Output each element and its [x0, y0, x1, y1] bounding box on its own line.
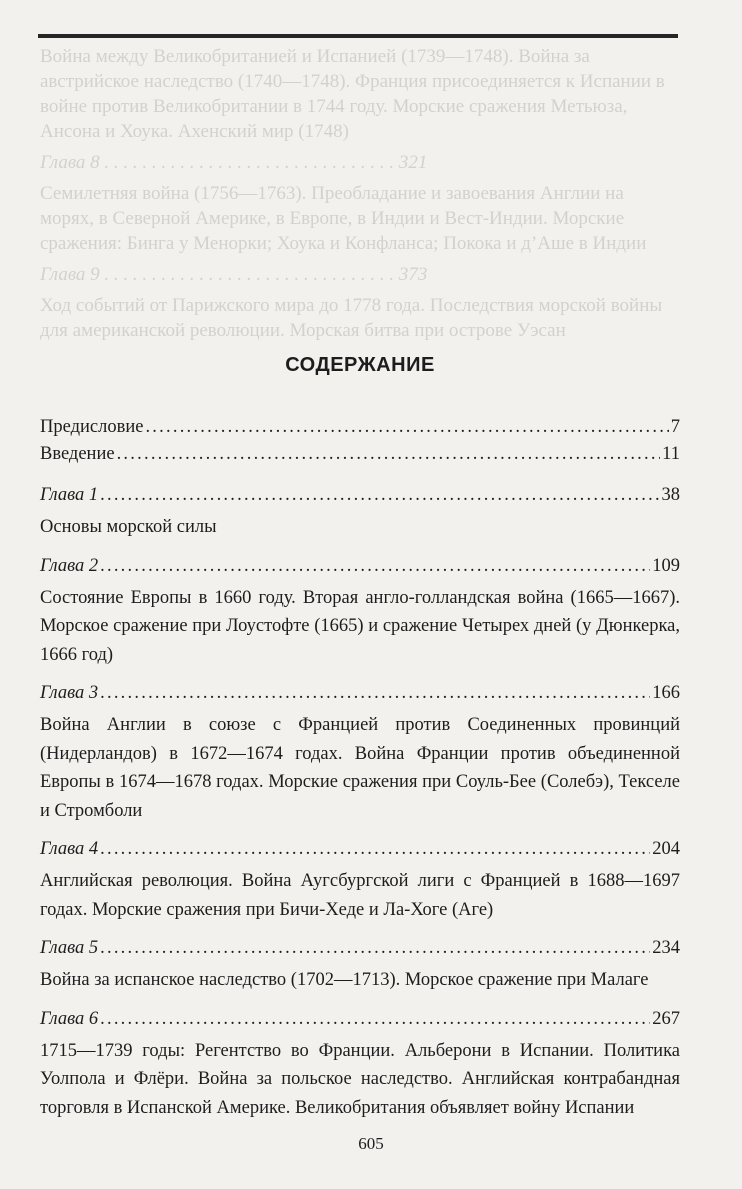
toc-entry-chapter-5[interactable]: [40, 935, 680, 995]
toc-entry-page: 204: [652, 839, 680, 859]
toc-entry-preface[interactable]: [40, 414, 680, 441]
leader-dots: [145, 414, 668, 441]
toc-entry-chapter-3[interactable]: [40, 680, 680, 825]
toc-entry-label: Предисловие: [40, 417, 144, 437]
leader-dots: [100, 1006, 650, 1033]
toc-chapter-description: Война за испанское наследство (1702—1713). Морское сражение при Малаге: [40, 970, 649, 990]
toc-entry-page: 11: [662, 444, 680, 464]
bleed-through-text: [40, 44, 680, 349]
toc-chapter-label: Глава 6: [40, 1008, 99, 1029]
toc-chapter-description: Основы морской силы: [40, 517, 217, 537]
table-of-contents: [40, 352, 680, 1122]
toc-entry-chapter-6[interactable]: [40, 1006, 680, 1123]
toc-chapter-label: Глава 4: [40, 839, 99, 859]
leader-dots: [117, 441, 661, 468]
toc-entry-page: 234: [652, 938, 680, 958]
leader-dots: [100, 553, 650, 580]
toc-entry-page: 109: [652, 555, 680, 576]
leader-dots: [100, 680, 650, 707]
toc-chapter-label: Глава 5: [40, 938, 99, 958]
bleed-line: Ход событий от Парижского мира до 1778 года. Последствия морской войны для американской революции. Морская битва при острове Уэсан: [40, 295, 663, 341]
page-number: 605: [358, 1134, 384, 1153]
toc-entry-label: Введение: [40, 444, 115, 464]
leader-dots: [100, 836, 650, 863]
toc-entry-chapter-1[interactable]: [40, 482, 680, 542]
toc-chapter-description: Война Англии в союзе с Францией против Соединенных провинций (Нидерландов) в 1672—1674 годах. Война Франции против объединенной Европы в 1674—1678 годах. Морские сражения при Соуль-Бее (Солебэ), Текселе и Стромболи: [40, 715, 680, 821]
toc-chapter-description: Состояние Европы в 1660 году. Вторая англо-голландская война (1665—1667). Морское сражение при Лоустофте (1665) и сражение Четырех дней (у Дюнкерка, 1666 год): [40, 587, 680, 665]
toc-entry-chapter-4[interactable]: [40, 836, 680, 924]
top-rule: [38, 34, 678, 38]
leader-dots: [100, 482, 659, 509]
toc-chapter-label: Глава 1: [40, 485, 99, 505]
toc-chapter-description: 1715—1739 годы: Регентство во Франции. Альберони в Испании. Политика Уолпола и Флёри. Война за польское наследство. Английская контрабандная торговля в Испанской Америке. Великобритания объявляет войну Испании: [40, 1040, 680, 1118]
toc-chapter-label: Глава 2: [40, 555, 99, 576]
toc-entry-chapter-2[interactable]: [40, 553, 680, 670]
bleed-line: Война между Великобританией и Испанией (1739—1748). Война за австрийское наследство (1740—1748). Франция присоединяется к Испании в войне против Великобритании в 1744 году. Морские сражения Метьюза, Ансона и Хоука. Ахенский мир (1748): [40, 46, 665, 142]
toc-entry-page: 38: [661, 485, 680, 505]
toc-entry-page: 7: [670, 417, 680, 437]
toc-entry-page: 267: [652, 1008, 680, 1029]
bleed-line: Глава 9 . . . . . . . . . . . . . . . . . . . . . . . . . . . . . . . 373: [40, 264, 428, 285]
toc-title: СОДЕРЖАНИЕ: [285, 354, 435, 376]
bleed-line: Семилетняя война (1756—1763). Преобладание и завоевания Англии на морях, в Северной Америке, в Европе, в Индии и Вест-Индии. Морские сражения: Бинга у Менорки; Хоука и Конфланса; Покока и д’Аше в Индии: [40, 183, 647, 254]
toc-chapter-description: Английская революция. Война Аугсбургской лиги с Францией в 1688—1697 годах. Морские сражения при Бичи-Хеде и Ла-Хоге (Аге): [40, 871, 680, 920]
toc-entry-page: 166: [652, 683, 680, 703]
toc-chapter-label: Глава 3: [40, 683, 99, 703]
leader-dots: [100, 935, 650, 962]
bleed-line: Глава 8 . . . . . . . . . . . . . . . . . . . . . . . . . . . . . . . 321: [40, 152, 428, 173]
toc-entry-introduction[interactable]: [40, 441, 680, 468]
